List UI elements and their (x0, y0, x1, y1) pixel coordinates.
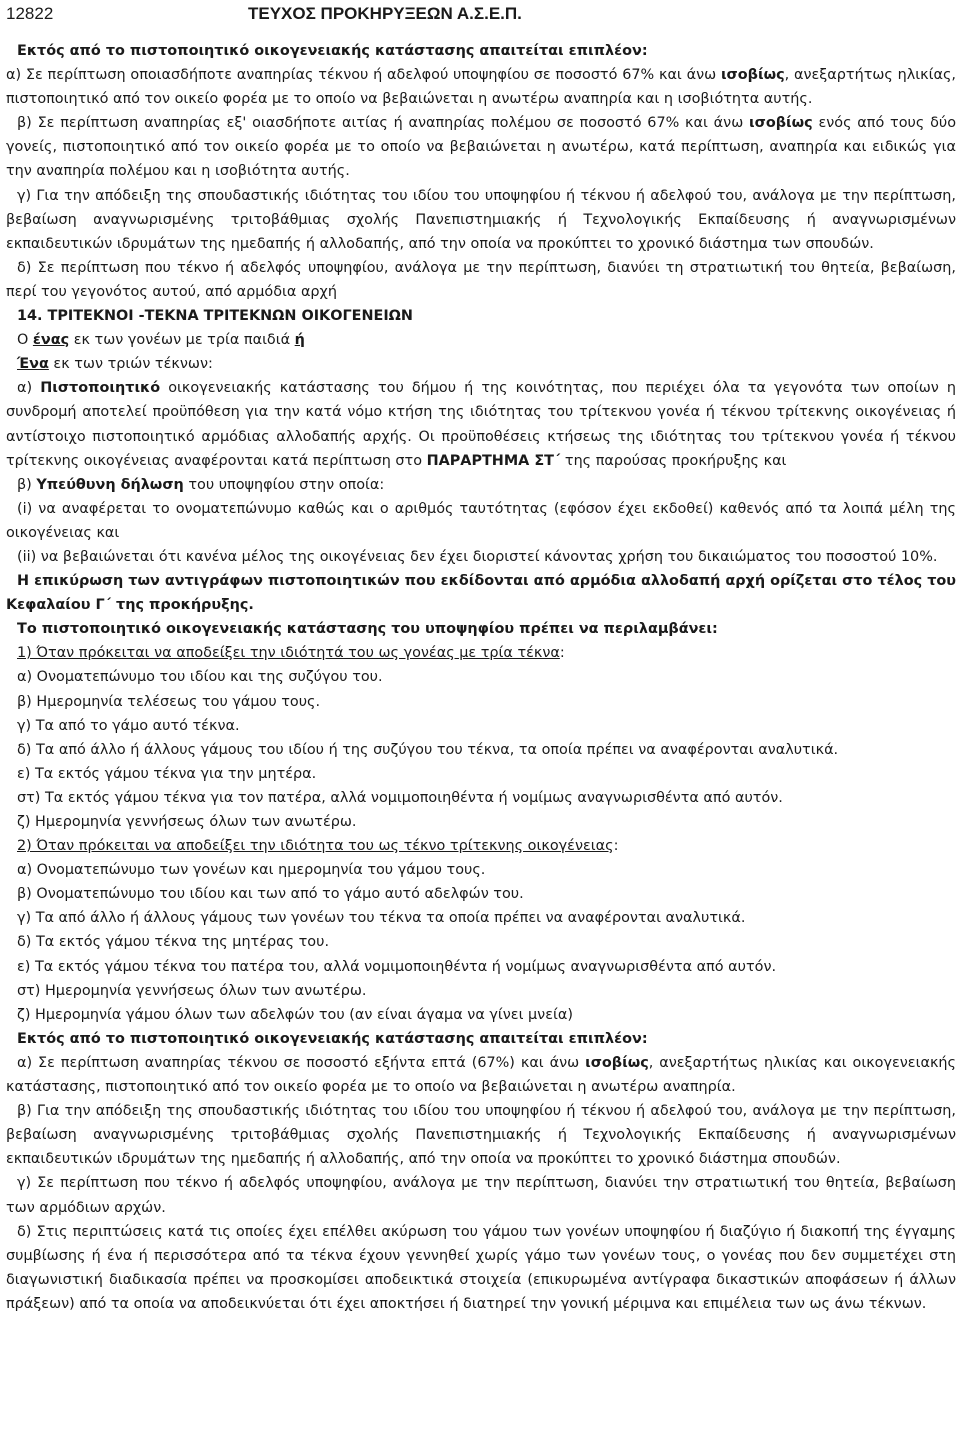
paragraph-b-student-status: β) Για την απόδειξη της σπουδαστικής ιδιότητας του ιδίου του υποψηφίου ή τέκνου ή αδελφού του, ανάλογα με την περίπτωση, βεβαίωση αναγνωρισμένης τριτοβάθμιας σχολής Πανεπιστημιακής ή Τεχνολογικής Εκπαίδευσης ή αναγνωρισμένων εκπαιδευτικών ιδρυμάτων της ημεδαπής ή αλλοδαπής, από την οποία να προκύπτει το χρονικό διάστημα σπουδών. (6, 1103, 956, 1168)
paragraph-case-1: 1) Όταν πρόκειται να αποδείξει την ιδιότητά του ως γονέας με τρία τέκνα: (17, 645, 565, 662)
list-item: β) Ονοματεπώνυμο του ιδίου και των από το γάμο αυτό αδελφών του. (17, 886, 524, 903)
list-item: στ) Ημερομηνία γεννήσεως όλων των ανωτέρω. (17, 982, 367, 999)
paragraph-a-child-disability: α) Σε περίπτωση αναπηρίας τέκνου σε ποσοστό εξήντα επτά (67%) και άνω ισοβίως, ανεξαρτήτως ηλικίας και οικογενειακής κατάστασης, πιστοποιητικό από τον οικείο φορέα με το οποίο να βεβαιώνεται η ανωτέρω αναπηρία. (6, 1054, 956, 1096)
paragraph-certification-note: Η επικύρωση των αντιγράφων πιστοποιητικών που εκδίδονται από αρμόδια αλλοδαπή αρχή ορίζεται στο τέλος του Κεφαλαίου Γ΄ της προκήρυξης. (6, 573, 956, 614)
paragraph-ii: (ii) να βεβαιώνεται ότι κανένα μέλος της οικογένειας δεν έχει διοριστεί κάνοντας χρήση του δικαιώματος του ποσοστού 10%. (17, 548, 938, 565)
paragraph-c-military-service: γ) Σε περίπτωση που τέκνο ή αδελφός υποψηφίου, ανάλογα με την περίπτωση, διανύει την στρατιωτική του θητεία, βεβαίωση των αρμόδιων αρχών. (6, 1175, 956, 1216)
paragraph-a-certificate: α) Πιστοποιητικό οικογενειακής κατάστασης του δήμου ή της κοινότητας, που περιέχει όλα τα γεγονότα των οποίων η συνδρομή αποτελεί προϋπόθεση για την κατά νόμο κτήση της ιδιότητας του τρίτεκνου γονέα ή τέκνου τρίτεκνης οικογένειας ή αντίστοιχο πιστοποιητικό αρμόδιας αλλοδαπής αρχής. Οι προϋποθέσεις κτήσεως της ιδιότητας του τρίτεκνου γονέα ή τέκνου τρίτεκνης οικογένειας αναφέρονται κατά περίπτωση στο ΠΑΡΑΡΤΗΜΑ ΣΤ΄ της παρούσας προκήρυξης και (6, 380, 956, 469)
paragraph-case-2: 2) Όταν πρόκειται να αποδείξει την ιδιότητα του ως τέκνο τρίτεκνης οικογένειας: (17, 838, 619, 855)
list-item: γ) Τα από το γάμο αυτό τέκνα. (17, 717, 240, 734)
page-number: 12822 (6, 4, 54, 23)
paragraph-additional-docs-heading-2: Εκτός από το πιστοποιητικό οικογενειακής κατάστασης απαιτείται επιπλέον: (17, 1030, 648, 1047)
list-item: α) Ονοματεπώνυμο του ιδίου και της συζύγου του. (17, 669, 383, 686)
list-item: δ) Τα εκτός γάμου τέκνα της μητέρας του. (17, 934, 330, 951)
paragraph-i: (i) να αναφέρεται το ονοματεπώνυμο καθώς και ο αριθμός ταυτότητας (εφόσον έχει εκδοθεί) καθενός από τα λοιπά μέλη της οικογένειας και (6, 500, 956, 541)
section-heading-14: 14. ΤΡΙΤΕΚΝΟΙ -ΤΕΚΝΑ ΤΡΙΤΕΚΝΩΝ ΟΙΚΟΓΕΝΕΙΩΝ (17, 308, 413, 325)
issue-title: ΤΕΥΧΟΣ ΠΡΟΚΗΡΥΞΕΩΝ Α.Σ.Ε.Π. (248, 4, 522, 23)
paragraph-b-parent-disability: β) Σε περίπτωση αναπηρίας εξ' οιασδήποτε αιτίας ή αναπηρίας πολέμου σε ποσοστό 67% και άνω ισοβίως ενός από τους δύο γονείς, πιστοποιητικό από τον οικείο φορέα με το οποίο να βεβαιώνεται η ανωτέρω, κατά περίπτωση, αναπηρία και ειδικώς για την αναπηρία πολέμου και η ισοβιότητα αυτής. (6, 115, 956, 180)
list-item: ε) Τα εκτός γάμου τέκνα του πατέρα του, αλλά νομιμοποιηθέντα ή νομίμως αναγνωρισθέντα από αυτόν. (17, 958, 777, 975)
paragraph-one-child: Ένα εκ των τριών τέκνων: (17, 356, 213, 373)
list-item: ζ) Ημερομηνία γάμου όλων των αδελφών του (αν είναι άγαμα να γίνει μνεία) (17, 1006, 573, 1023)
paragraph-d-military-service: δ) Σε περίπτωση που τέκνο ή αδελφός υποψηφίου, ανάλογα με την περίπτωση, διανύει τη στρατιωτική του θητεία, βεβαίωση, περί του γεγονότος αυτού, από αρμόδια αρχή (6, 259, 956, 300)
list-item: δ) Τα από άλλο ή άλλους γάμους του ιδίου ή της συζύγου του τέκνα, τα οποία πρέπει να αναφέρονται αναλυτικά. (17, 741, 839, 758)
list-item: ζ) Ημερομηνία γεννήσεως όλων των ανωτέρω. (17, 814, 357, 830)
paragraph-a-disability: α) Σε περίπτωση οποιασδήποτε αναπηρίας τέκνου ή αδελφού υποψηφίου σε ποσοστό 67% και άνω ισοβίως, ανεξαρτήτως ηλικίας, πιστοποιητικό από τον οικείο φορέα με το οποίο να βεβαιώνεται η ανωτέρω αναπηρία και η ισοβιότητα αυτής. (6, 67, 957, 108)
paragraph-d-custody: δ) Στις περιπτώσεις κατά τις οποίες έχει επέλθει ακύρωση του γάμου των γονέων υποψηφίου ή διαζύγιο ή διακοπή της έγγαμης συμβίωσης ή ένα ή περισσότερα από τα τέκνα έχουν γεννηθεί χωρίς γάμο των γονέων τους, ο γονέας που δεν συμμετέχει στη διαγωνιστική διαδικασία πρέπει να προσκομίσει αποδεικτικά στοιχεία (επικυρωμένα αντίγραφα δικαστικών αποφάσεων ή άλλων πράξεων) από τα οποία να αποδεικνύεται ότι έχει αποκτήσει ή διατηρεί την γονική μέριμνα και επιμέλεια των ως άνω τέκνων. (6, 1223, 956, 1312)
document-body (6, 39, 956, 1316)
paragraph-b-declaration: β) Υπεύθυνη δήλωση του υποψηφίου στην οποία: (17, 476, 385, 493)
paragraph-additional-docs-heading: Εκτός από το πιστοποιητικό οικογενειακής κατάστασης απαιτείται επιπλέον: (17, 43, 648, 59)
list-item: στ) Τα εκτός γάμου τέκνα για τον πατέρα, αλλά νομιμοποιηθέντα ή νομίμως αναγνωρισθέντα από αυτόν. (17, 789, 783, 806)
page-header (0, 0, 960, 28)
list-item: ε) Τα εκτός γάμου τέκνα για την μητέρα. (17, 765, 317, 782)
list-item: α) Ονοματεπώνυμο των γονέων και ημερομηνία του γάμου τους. (17, 862, 486, 879)
list-item: γ) Τα από άλλο ή άλλους γάμους των γονέων του τέκνα τα οποία πρέπει να αναφέρονται αναλυτικά. (17, 910, 746, 927)
paragraph-c-student-status: γ) Για την απόδειξη της σπουδαστικής ιδιότητας του ιδίου του υποψηφίου ή τέκνου ή αδελφού του, ανάλογα με την περίπτωση, βεβαίωση αναγνωρισμένης τριτοβάθμιας σχολής Πανεπιστημιακής ή Τεχνολογικής Εκπαίδευσης ή αναγνωρισμένων εκπαιδευτικών ιδρυμάτων της ημεδαπής ή αλλοδαπής, από την οποία να προκύπτει το χρονικό διάστημα των σπουδών. (6, 187, 956, 252)
paragraph-certificate-contents-heading: Το πιστοποιητικό οικογενειακής κατάστασης του υποψηφίου πρέπει να περιλαμβάνει: (17, 621, 718, 638)
list-item: β) Ημερομηνία τελέσεως του γάμου τους. (17, 693, 321, 710)
paragraph-one-parent: Ο ένας εκ των γονέων με τρία παιδιά ή (17, 332, 305, 349)
